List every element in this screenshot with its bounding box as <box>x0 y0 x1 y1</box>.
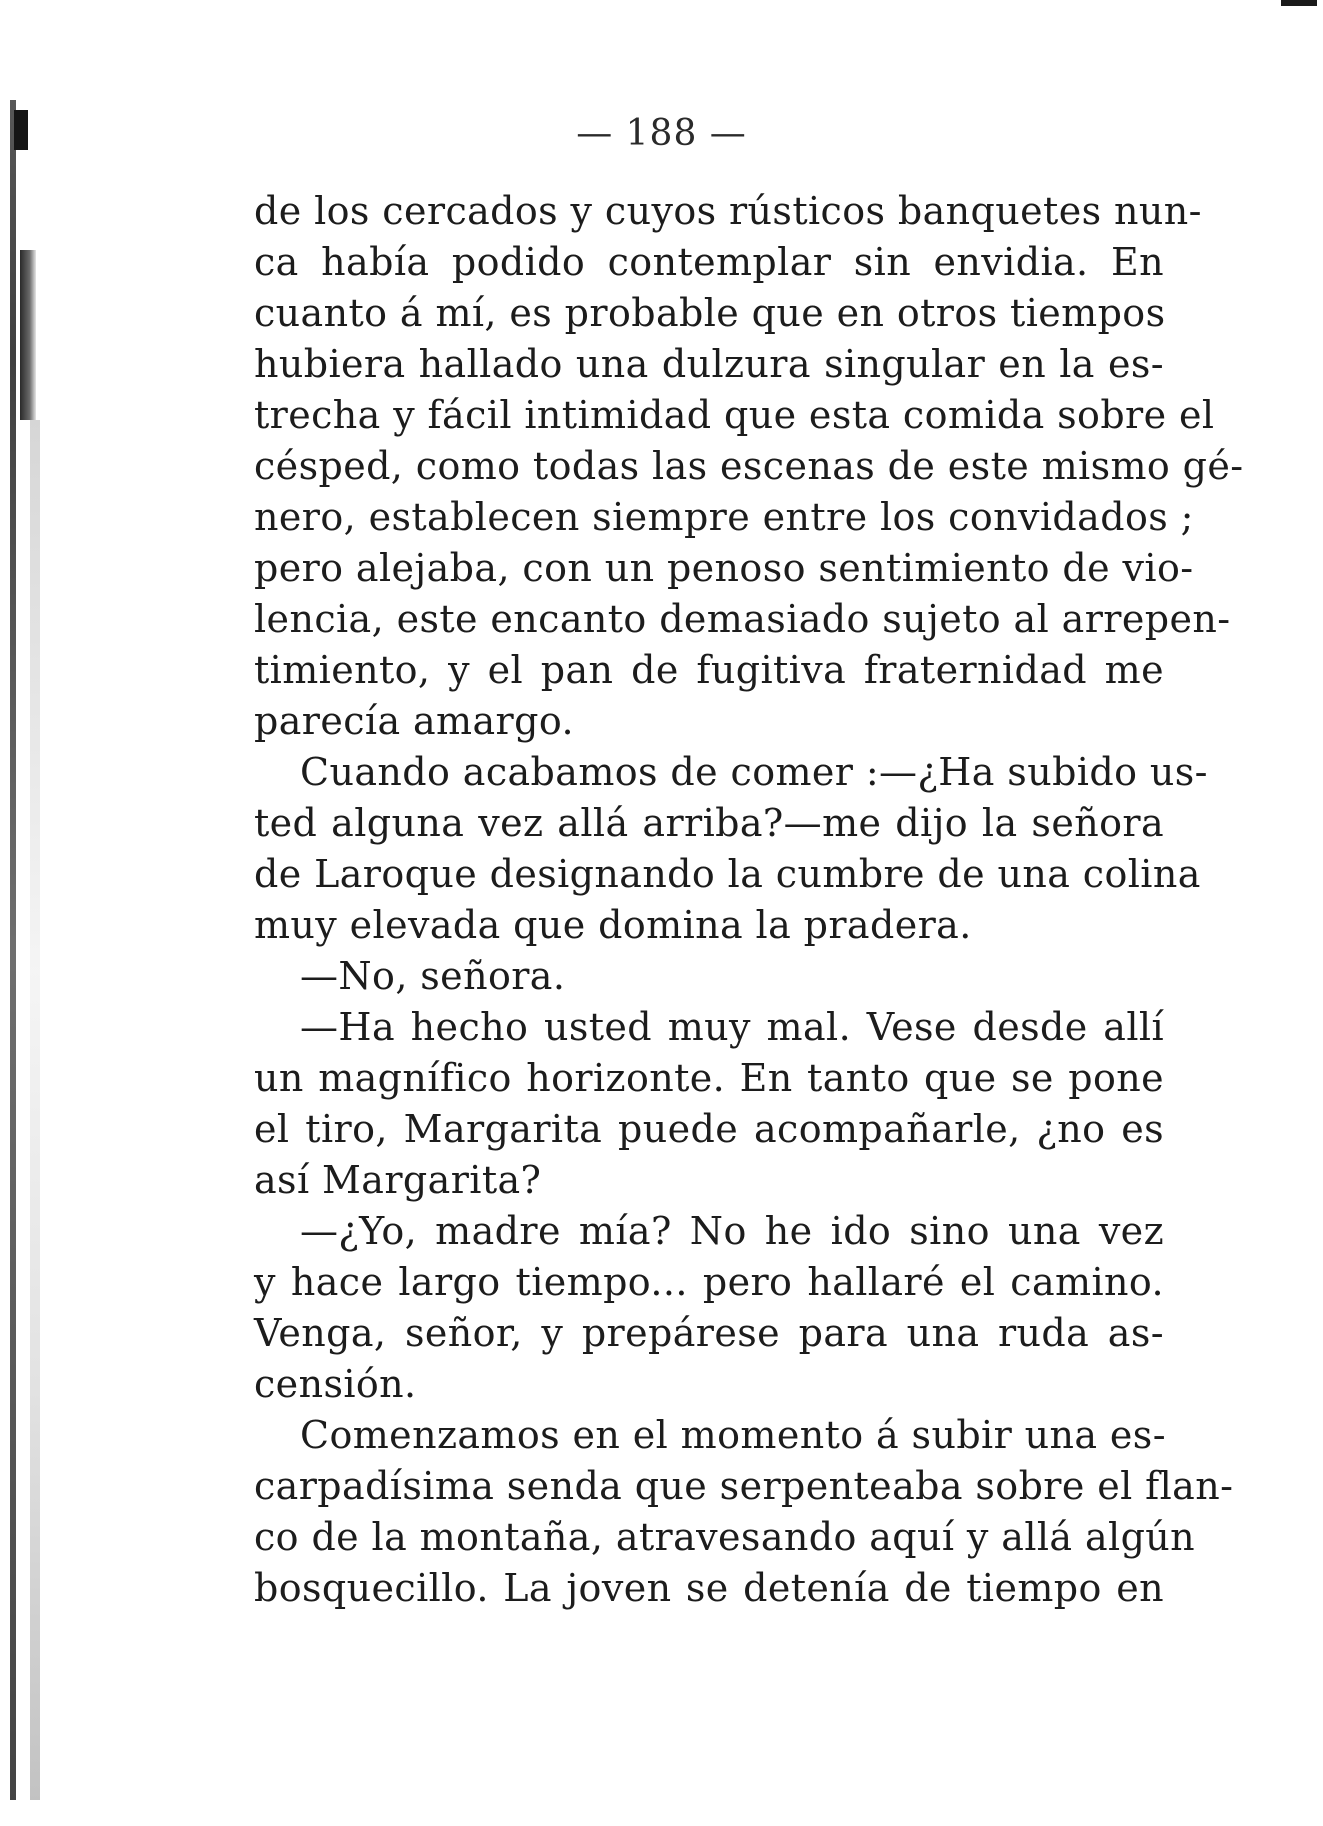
text-line: timiento, y el pan de fugitiva fraternidad me <box>254 648 1164 692</box>
text-line: lencia, este encanto demasiado sujeto al arrepen- <box>254 597 1231 641</box>
binding-edge-line <box>10 100 16 1800</box>
text-line: hubiera hallado una dulzura singular en la es- <box>254 342 1164 386</box>
text-line: cuanto á mí, es probable que en otros tiempos <box>254 291 1166 335</box>
page-number: — 188 — <box>576 113 747 154</box>
text-line: —¿Yo, madre mía? No he ido sino una vez <box>300 1209 1164 1253</box>
text-line: bosquecillo. La joven se detenía de tiempo en <box>254 1566 1164 1610</box>
paragraph <box>254 747 1208 951</box>
text-line: césped, como todas las escenas de este mismo gé- <box>254 444 1244 488</box>
text-line: —No, señora. <box>300 954 566 998</box>
text-line: censión. <box>254 1362 417 1406</box>
text-line: ted alguna vez allá arriba?—me dijo la señora <box>254 801 1164 845</box>
body-text <box>254 186 1244 1614</box>
paragraph <box>254 1002 1164 1206</box>
text-line: Cuando acabamos de comer :—¿Ha subido us- <box>300 750 1208 794</box>
text-line: un magnífico horizonte. En tanto que se pone <box>254 1056 1164 1100</box>
paragraph <box>254 1206 1164 1410</box>
paragraph <box>254 951 1164 1002</box>
text-line: el tiro, Margarita puede acompañarle, ¿no es <box>254 1107 1164 1151</box>
text-line: pero alejaba, con un penoso sentimiento de vio- <box>254 546 1194 590</box>
binding-edge-shade <box>20 250 36 420</box>
text-line: muy elevada que domina la pradera. <box>254 903 972 947</box>
text-line: carpadísima senda que serpenteaba sobre el flan- <box>254 1464 1234 1508</box>
text-line: ca había podido contemplar sin envidia. En <box>254 240 1164 284</box>
paragraph <box>254 1410 1234 1614</box>
text-line: —Ha hecho usted muy mal. Vese desde allí <box>300 1005 1164 1049</box>
text-line: parecía amargo. <box>254 699 574 743</box>
scan-edge-shadow <box>0 0 60 1826</box>
text-line: co de la montaña, atravesando aquí y allá algún <box>254 1515 1196 1559</box>
text-line: de los cercados y cuyos rústicos banquetes nun- <box>254 189 1202 233</box>
text-line: y hace largo tiempo... pero hallaré el camino. <box>254 1260 1164 1304</box>
scan-corner-mark <box>1281 0 1317 6</box>
text-line: así Margarita? <box>254 1158 542 1202</box>
text-line: trecha y fácil intimidad que esta comida sobre el <box>254 393 1215 437</box>
text-line: nero, establecen siempre entre los convidados ; <box>254 495 1194 539</box>
binding-edge-fade <box>30 420 40 1800</box>
text-line: Comenzamos en el momento á subir una es- <box>300 1413 1166 1457</box>
paragraph <box>254 186 1244 747</box>
text-line: Venga, señor, y prepárese para una ruda as- <box>254 1311 1164 1355</box>
text-line: de Laroque designando la cumbre de una colina <box>254 852 1201 896</box>
